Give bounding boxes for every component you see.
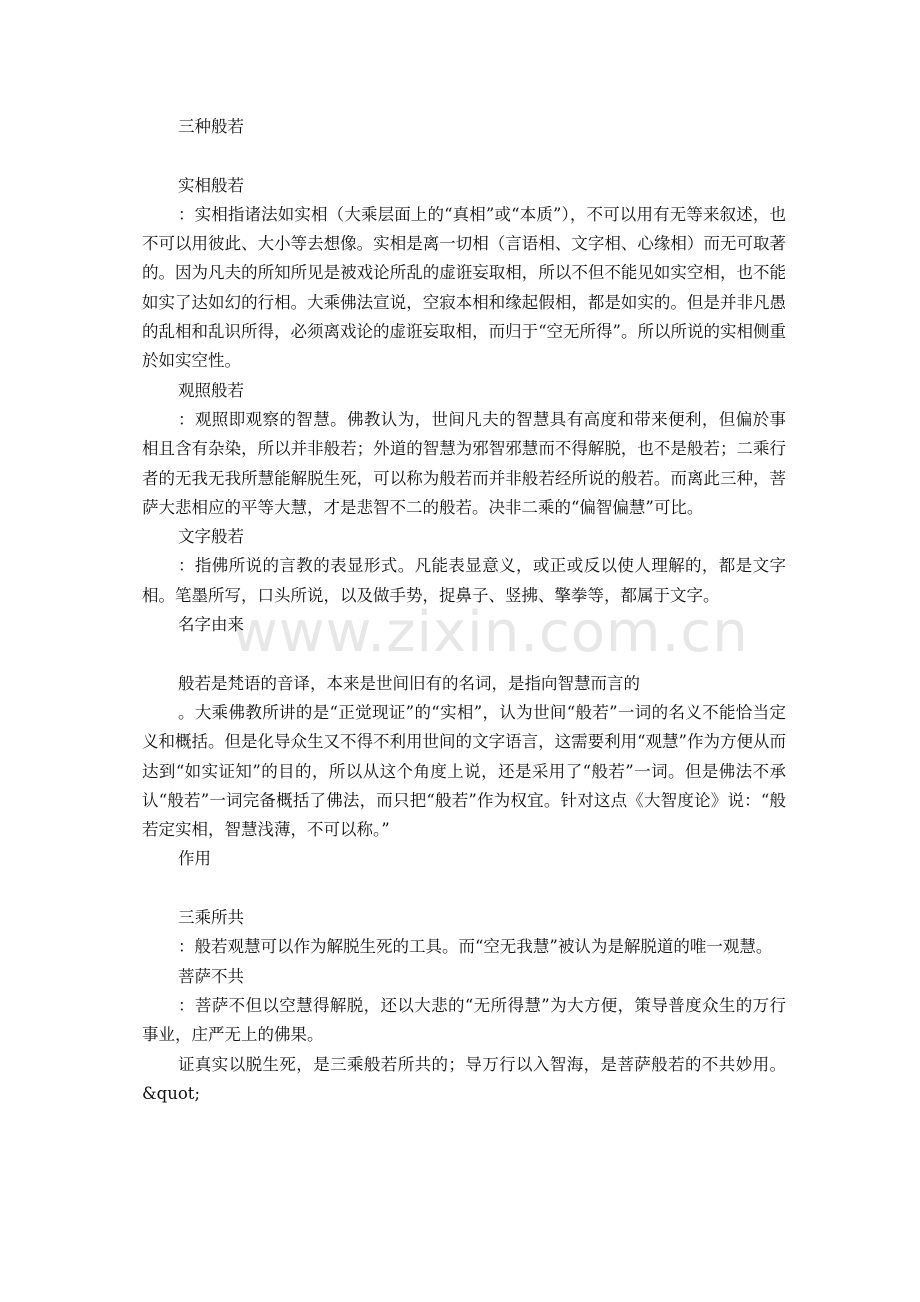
heading-sancheng: 三乘所共 (178, 908, 244, 928)
blank-line (142, 639, 786, 668)
blank-line (142, 874, 786, 903)
paragraph-conclusion: 证真实以脱生死，是三乘般若所共的；导万行以入智海，是菩萨般若的不共妙用。&quot; (142, 1054, 786, 1103)
site-watermark: www.zixin.com.cn (232, 600, 749, 665)
paragraph-origin: 。大乘佛教所讲的是“正觉现证”的“实相”，认为世间“般若”一词的名义不能恰当定义和概括。但是化导众生又不得不利用世间的文字语言，这需要利用“观慧”作为方便从而达到“如实证知”的目的，所以从这个角度上说，还是采用了“般若”一词。但是佛法不承认“般若”一词完备概括了佛法，而只把“般若”作为权宜。针对这点《大智度论》说：“般若定实相，智慧浅薄，不可以称。” (142, 702, 786, 840)
heading-pusa: 菩萨不共 (178, 966, 244, 986)
paragraph-origin-lead: 般若是梵语的音译，本来是世间旧有的名词，是指向智慧而言的 (178, 673, 640, 693)
heading-function: 作用 (178, 849, 211, 869)
heading-guanzhao: 观照般若 (178, 380, 244, 400)
blank-line (142, 141, 786, 170)
section-title: 三种般若 (178, 117, 244, 136)
paragraph-shixiang: ：实相指诸法如实相（大乘层面上的“真相”或“本质”），不可以用有无等来叙述，也不可以用彼此、大小等去想像。实相是离一切相（言语相、文字相、心缘相）而无可取著的。因为凡夫的所知所见是被戏论所乱的虚诳妄取相，所以不但不能见如实空相，也不能如实了达如幻的行相。大乘佛法宣说，空寂本相和缘起假相，都是如实的。但是并非凡愚的乱相和乱识所得，必须离戏论的虚诳妄取相，而归于“空无所得”。所以所说的实相侧重於如实空性。 (142, 204, 786, 371)
paragraph-wenzi: ：指佛所说的言教的表显形式。凡能表显意义，或正或反以使人理解的，都是文字相。笔墨所写，口头所说，以及做手势，捉鼻子、竖拂、擎拳等，都属于文字。 (142, 556, 786, 605)
heading-shixiang: 实相般若 (178, 175, 244, 195)
paragraph-pusa: ：菩萨不但以空慧得解脱，还以大悲的“无所得慧”为大方便，策导普度众生的万行事业，庄严无上的佛果。 (142, 995, 786, 1045)
heading-origin: 名字由来 (178, 615, 244, 635)
document-content (142, 112, 786, 1108)
heading-wenzi: 文字般若 (178, 527, 244, 547)
paragraph-sancheng: ：般若观慧可以作为解脱生死的工具。而“空无我慧”被认为是解脱道的唯一观慧。 (178, 937, 773, 957)
paragraph-guanzhao: ：观照即观察的智慧。佛教认为，世间凡夫的智慧具有高度和带来便利，但偏於事相且含有杂染，所以并非般若；外道的智慧为邪智邪慧而不得解脱，也不是般若；二乘行者的无我无我所慧能解脱生死，可以称为般若而并非般若经所说的般若。而离此三种，菩萨大悲相应的平等大慧，才是悲智不二的般若。决非二乘的“偏智偏慧”可比。 (142, 409, 786, 517)
